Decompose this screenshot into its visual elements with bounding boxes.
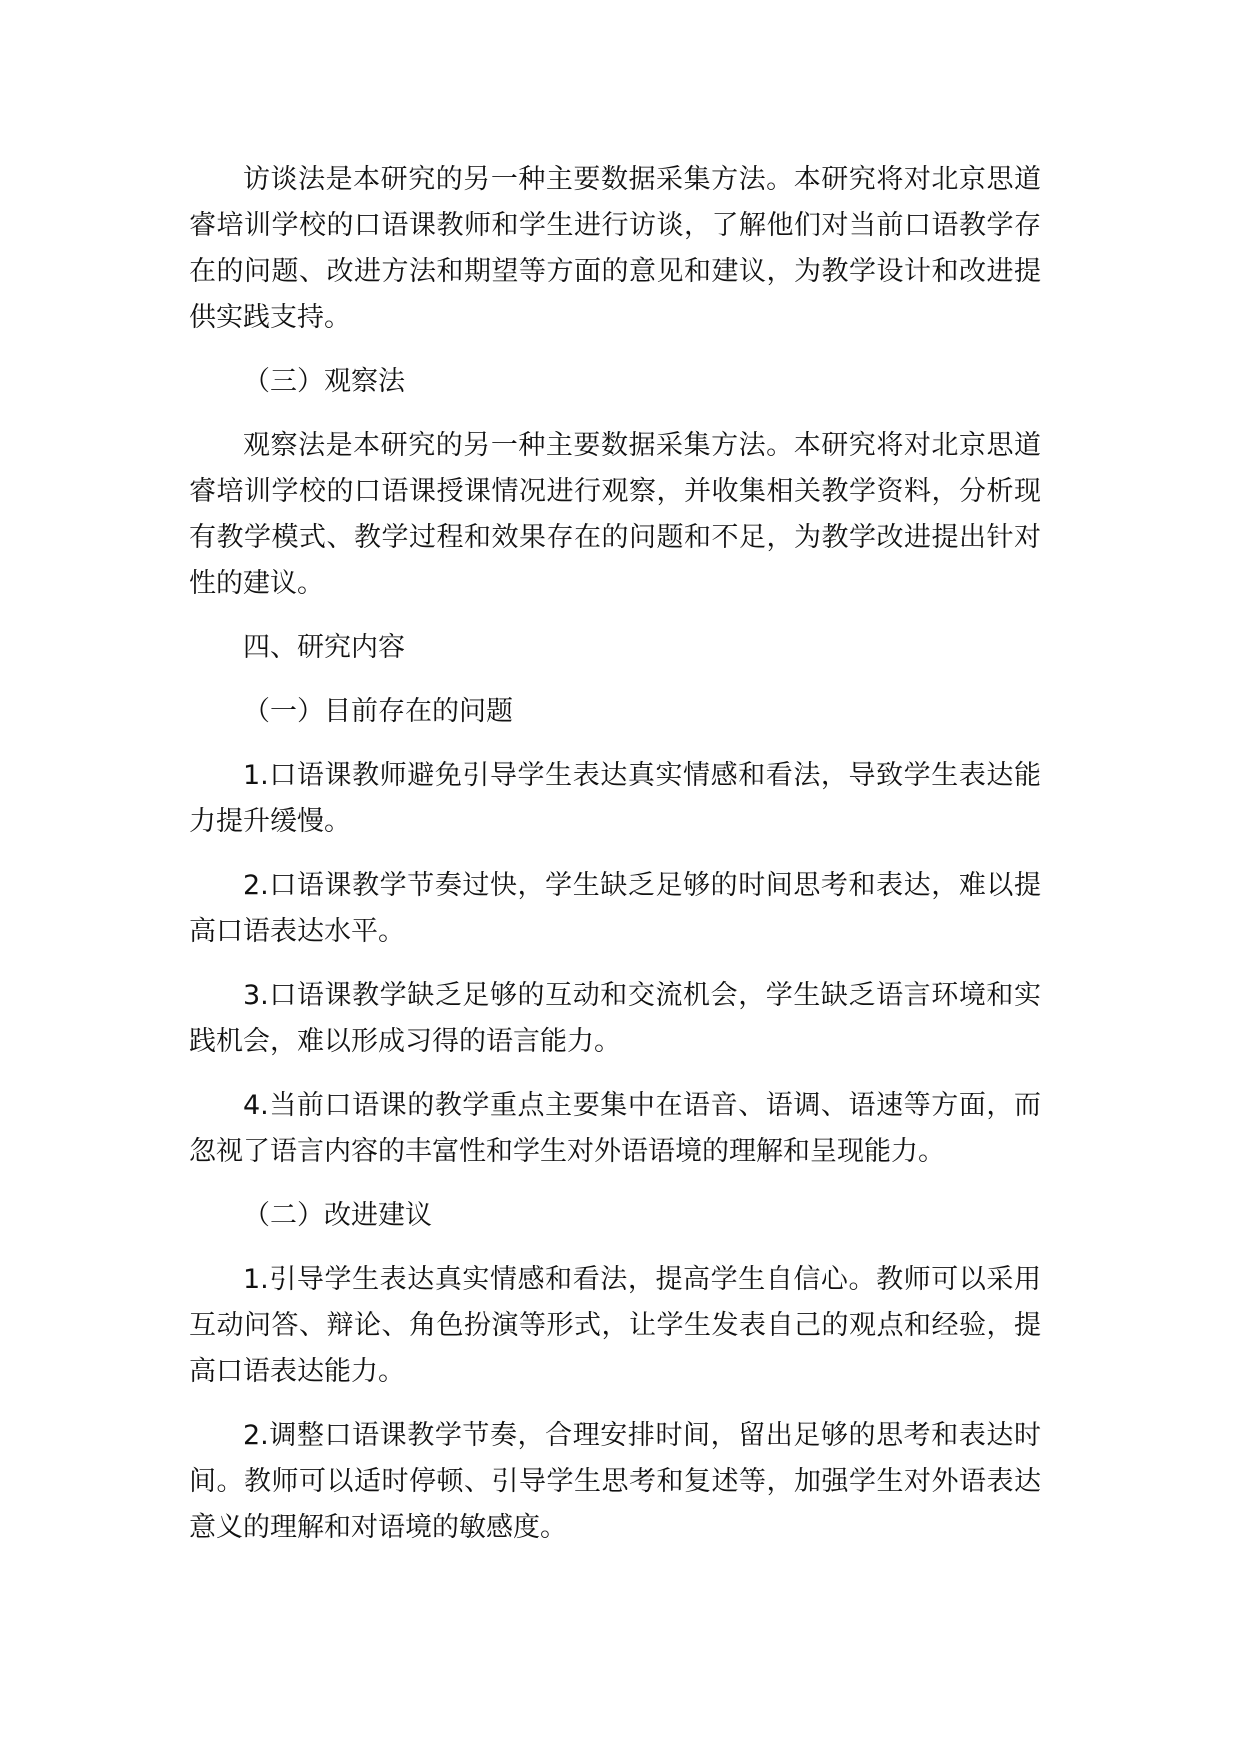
- paragraph-suggestion-2: 2.调整口语课教学节奏，合理安排时间，留出足够的思考和表达时间。教师可以适时停顿、引导学生思考和复述等，加强学生对外语表达意义的理解和对语境的敏感度。: [189, 1420, 1041, 1543]
- heading-observation-method: （三）观察法: [243, 366, 405, 397]
- paragraph-problem-1: 1.口语课教师避免引导学生表达真实情感和看法，导致学生表达能力提升缓慢。: [189, 760, 1041, 837]
- paragraph-interview-method: 访谈法是本研究的另一种主要数据采集方法。本研究将对北京思道睿培训学校的口语课教师和学生进行访谈，了解他们对当前口语教学存在的问题、改进方法和期望等方面的意见和建议，为教学设计和改进提供实践支持。: [189, 164, 1041, 333]
- paragraph-problem-3: 3.口语课教学缺乏足够的互动和交流机会，学生缺乏语言环境和实践机会，难以形成习得的语言能力。: [189, 980, 1041, 1057]
- paragraph-problem-4: 4.当前口语课的教学重点主要集中在语音、语调、语速等方面，而忽视了语言内容的丰富性和学生对外语语境的理解和呈现能力。: [189, 1090, 1041, 1167]
- paragraph-suggestion-1: 1.引导学生表达真实情感和看法，提高学生自信心。教师可以采用互动问答、辩论、角色扮演等形式，让学生发表自己的观点和经验，提高口语表达能力。: [189, 1264, 1041, 1387]
- paragraph-problem-2: 2.口语课教学节奏过快，学生缺乏足够的时间思考和表达，难以提高口语表达水平。: [189, 870, 1041, 947]
- document-body: [189, 157, 1041, 1569]
- heading-current-problems: （一）目前存在的问题: [243, 696, 513, 727]
- paragraph-observation-method: 观察法是本研究的另一种主要数据采集方法。本研究将对北京思道睿培训学校的口语课授课情况进行观察，并收集相关教学资料，分析现有教学模式、教学过程和效果存在的问题和不足，为教学改进提出针对性的建议。: [189, 430, 1041, 599]
- heading-improvement-suggestions: （二）改进建议: [243, 1200, 432, 1231]
- heading-research-content: 四、研究内容: [243, 632, 405, 663]
